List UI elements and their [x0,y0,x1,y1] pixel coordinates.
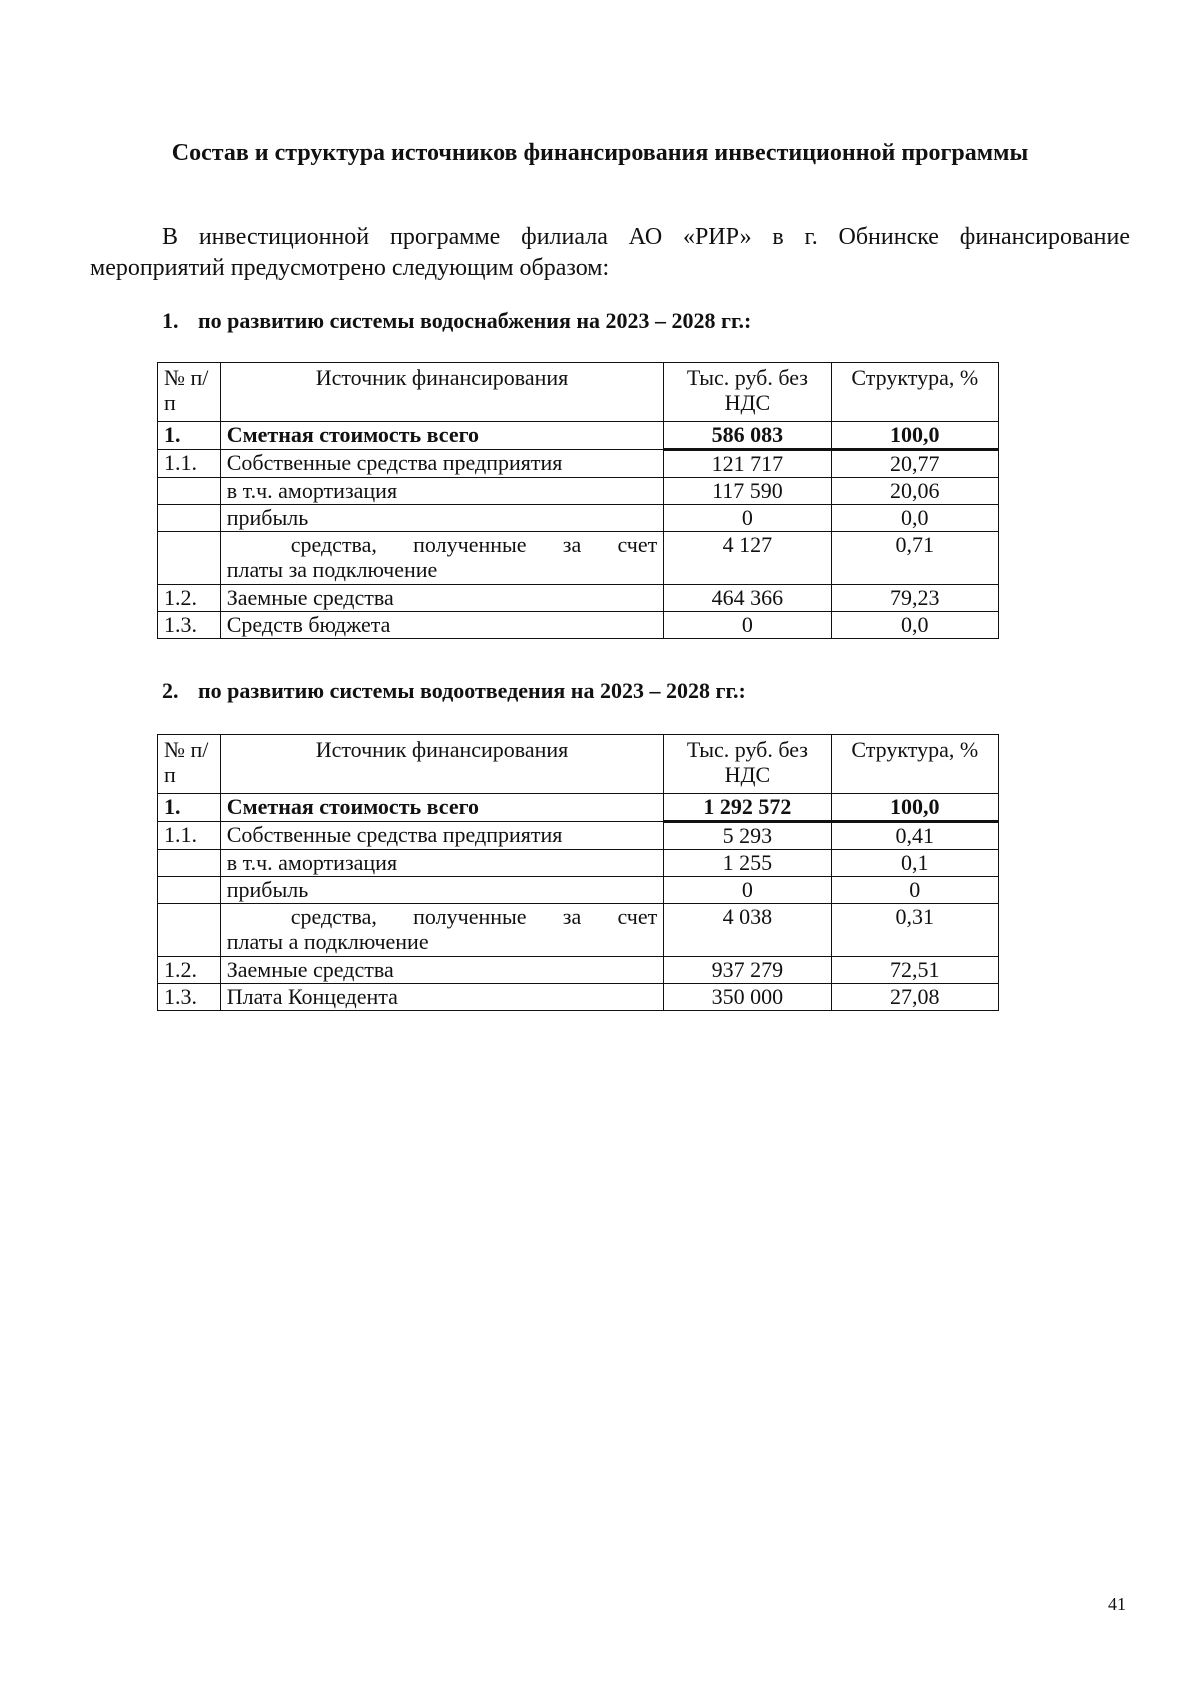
row-num: 1. [158,794,221,822]
row-num: 1.1. [158,822,221,850]
table-row [158,422,999,450]
row-num: 1.3. [158,984,221,1011]
row-num [158,505,221,532]
column-header-value: Тыс. руб. без НДС [664,735,831,794]
row-value: 937 279 [664,957,831,984]
row-num: 1.3. [158,612,221,639]
row-source [220,532,664,585]
table-row [158,984,999,1011]
document-title: Состав и структура источников финансирования инвестиционной программы [171,140,1029,166]
table-row [158,585,999,612]
row-structure: 0,71 [831,532,998,585]
water-supply-financing-table [157,362,999,639]
intro-paragraph: В инвестиционной программе филиала АО «РИР» в г. Обнинске финансирование мероприятий предусмотрено следующим образом: [90,224,1130,281]
row-source: Сметная стоимость всего [220,422,664,450]
table-row [158,957,999,984]
table-row [158,794,999,822]
table-row [158,822,999,850]
row-source: Собственные средства предприятия [220,450,664,478]
row-structure: 0,0 [831,505,998,532]
table-row [158,505,999,532]
table-row [158,478,999,505]
column-header-num: № п/п [158,363,221,422]
row-num: 1.1. [158,450,221,478]
row-source: прибыль [220,505,664,532]
row-value: 0 [664,612,831,639]
row-structure: 20,06 [831,478,998,505]
row-source: Заемные средства [220,957,664,984]
row-structure: 100,0 [831,422,998,450]
row-source: Средств бюджета [220,612,664,639]
page-number: 41 [1108,1594,1126,1614]
row-source-line-2: платы за подключение [226,557,438,582]
column-header-value: Тыс. руб. без НДС [664,363,831,422]
row-structure: 0,41 [831,822,998,850]
row-value: 586 083 [664,422,831,450]
row-num [158,850,221,877]
row-source: в т.ч. амортизация [220,850,664,877]
table-row [158,877,999,904]
row-source: Собственные средства предприятия [220,822,664,850]
row-value: 117 590 [664,478,831,505]
row-num: 1. [158,422,221,450]
row-structure: 0,1 [831,850,998,877]
row-num: 1.2. [158,957,221,984]
row-structure: 0,31 [831,904,998,957]
column-header-num: № п/п [158,735,221,794]
row-structure: 20,77 [831,450,998,478]
row-source: Плата Концедента [220,984,664,1011]
row-source: в т.ч. амортизация [220,478,664,505]
column-header-source: Источник финансирования [220,363,664,422]
row-value: 121 717 [664,450,831,478]
section-2-heading [162,678,746,704]
row-structure: 27,08 [831,984,998,1011]
row-num [158,877,221,904]
row-num: 1.2. [158,585,221,612]
row-num [158,478,221,505]
column-header-source: Источник финансирования [220,735,664,794]
row-value: 1 255 [664,850,831,877]
table-row [158,904,999,957]
water-disposal-financing-table [157,734,999,1011]
section-2-number: 2. [162,678,179,703]
row-num [158,904,221,957]
row-value: 0 [664,877,831,904]
row-source [220,904,664,957]
row-value: 5 293 [664,822,831,850]
column-header-structure: Структура, % [831,363,998,422]
row-value: 0 [664,505,831,532]
row-structure: 72,51 [831,957,998,984]
row-structure: 0,0 [831,612,998,639]
table-row [158,532,999,585]
row-value: 1 292 572 [664,794,831,822]
row-source-line-1: средства, полученные за счет [290,532,658,557]
row-source-line-1: средства, полученные за счет [290,904,658,929]
section-1-heading [162,308,751,334]
table-header-row [158,363,999,422]
table-header-row [158,735,999,794]
row-source: прибыль [220,877,664,904]
row-structure: 79,23 [831,585,998,612]
section-1-number: 1. [162,308,179,333]
row-value: 4 127 [664,532,831,585]
row-value: 464 366 [664,585,831,612]
row-source: Заемные средства [220,585,664,612]
row-num [158,532,221,585]
section-2-heading-text: по развитию системы водоотведения на 2023 – 2028 гг.: [198,678,746,703]
row-structure: 100,0 [831,794,998,822]
row-structure: 0 [831,877,998,904]
table-row [158,450,999,478]
row-value: 4 038 [664,904,831,957]
row-source-line-2: платы а подключение [226,929,429,954]
table-row [158,850,999,877]
row-source: Сметная стоимость всего [220,794,664,822]
table-row [158,612,999,639]
section-1-heading-text: по развитию системы водоснабжения на 2023 – 2028 гг.: [198,308,752,333]
row-value: 350 000 [664,984,831,1011]
column-header-structure: Структура, % [831,735,998,794]
